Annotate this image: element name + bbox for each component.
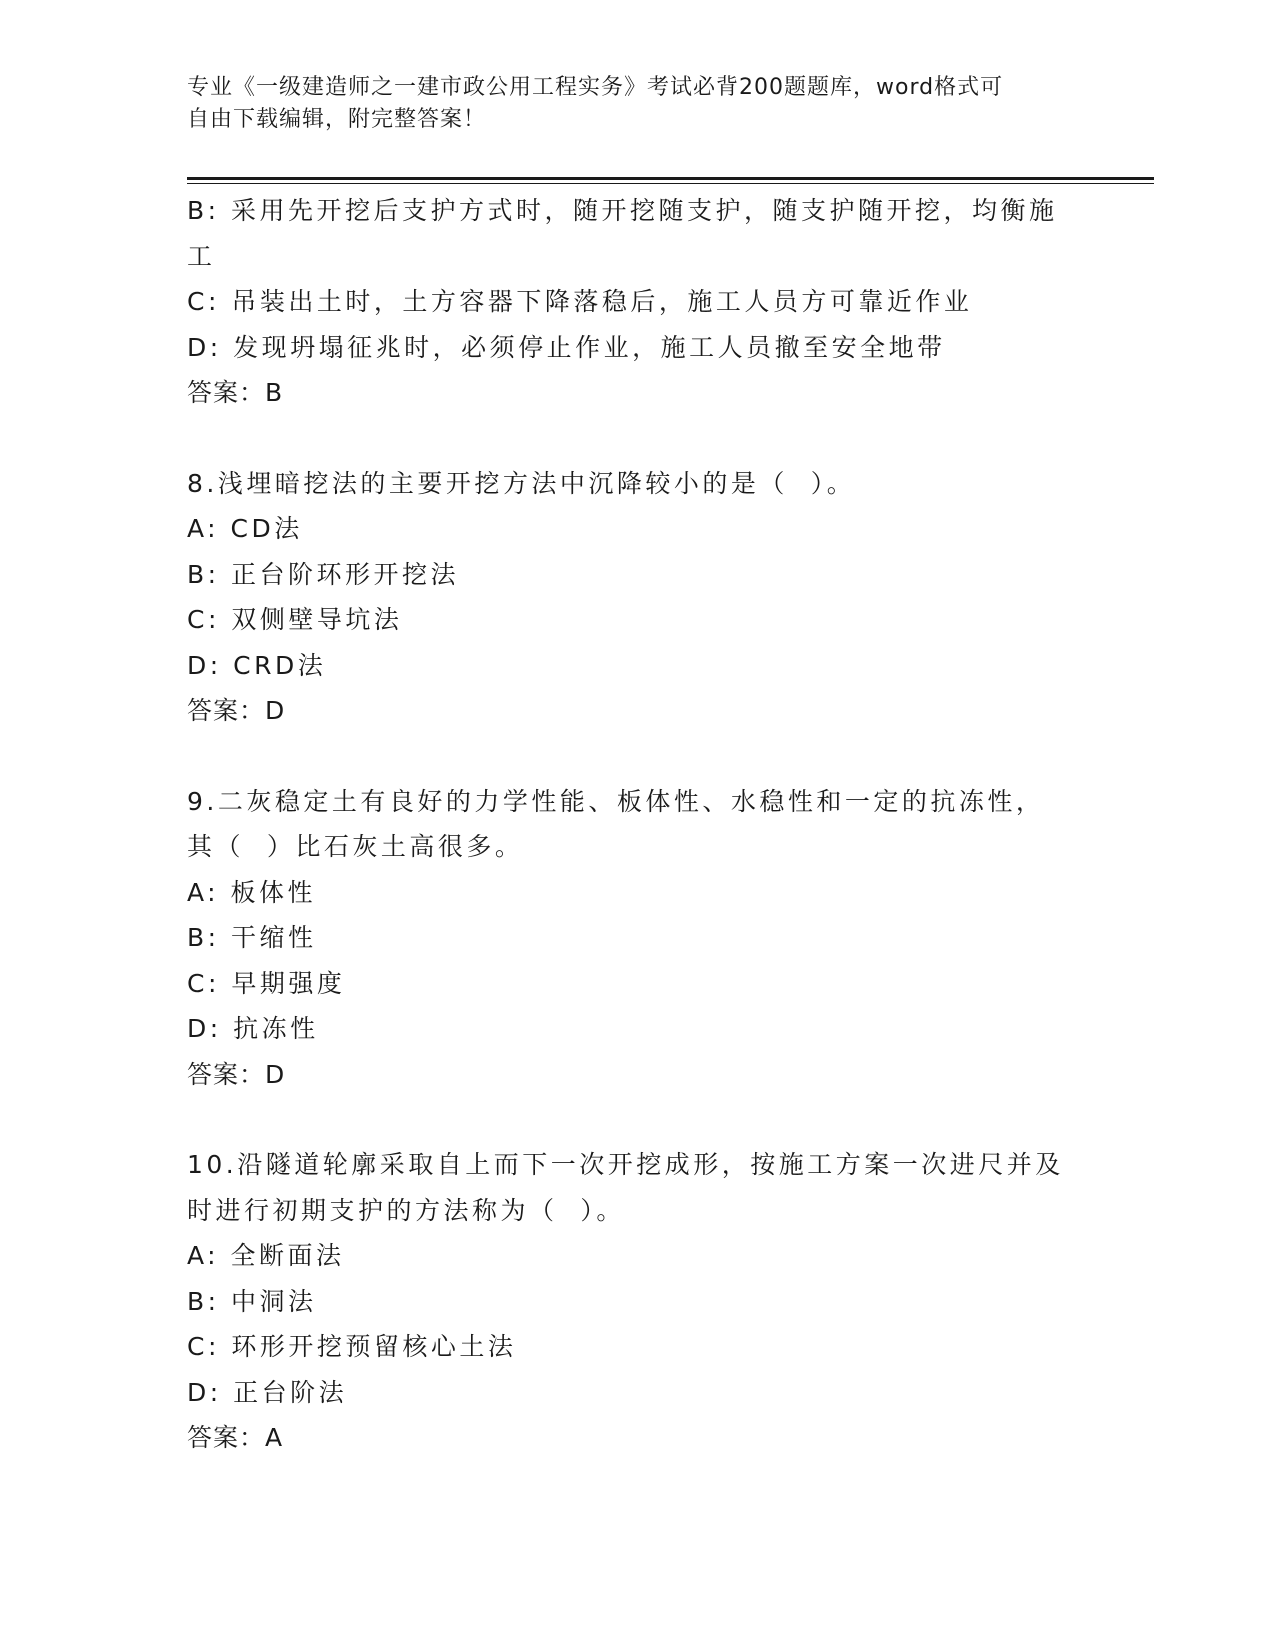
option-c: C: 双侧壁导坑法	[187, 605, 403, 634]
question-stem-line-1: 10.沿隧道轮廓采取自上而下一次开挖成形，按施工方案一次进尺并及	[187, 1150, 1064, 1179]
question-stem-line-2: 其（ ）比石灰土高很多。	[187, 832, 524, 861]
answer: 答案：B	[187, 378, 284, 407]
option-d: D: 正台阶法	[187, 1377, 348, 1407]
option-d: D: 发现坍塌征兆时，必须停止作业，施工人员撤至安全地带	[187, 332, 946, 362]
option-c: C: 早期强度	[187, 968, 346, 998]
option-a: A: 板体性	[187, 877, 317, 907]
option-b: B: 中洞法	[187, 1286, 317, 1316]
option-b-line-2: 工	[187, 241, 216, 271]
option-a: A: CD法	[187, 514, 303, 543]
option-b: B: 干缩性	[187, 923, 317, 952]
document-header	[187, 72, 1087, 136]
option-d: D: CRD法	[187, 650, 327, 680]
question-8	[187, 461, 1087, 734]
option-d: D: 抗冻性	[187, 1014, 319, 1043]
question-list	[187, 188, 1087, 1461]
answer: 答案：D	[187, 1059, 286, 1089]
question-stem-line-1: 9.二灰稳定土有良好的力学性能、板体性、水稳性和一定的抗冻性，	[187, 786, 1045, 816]
option-c: C: 环形开挖预留核心土法	[187, 1332, 517, 1361]
question-stem: 8.浅埋暗挖法的主要开挖方法中沉降较小的是（ ）。	[187, 468, 856, 498]
header-line-1: 专业《一级建造师之一建市政公用工程实务》考试必背200题题库，word格式可	[187, 75, 1004, 100]
header-line-2: 自由下载编辑，附完整答案！	[187, 107, 487, 132]
answer: 答案：D	[187, 696, 286, 725]
question-7-continued	[187, 188, 1087, 416]
option-b: B: 正台阶环形开挖法	[187, 559, 460, 589]
question-10	[187, 1142, 1087, 1461]
answer: 答案：A	[187, 1423, 284, 1452]
question-9	[187, 779, 1087, 1098]
option-b-line-1: B: 采用先开挖后支护方式时，随开挖随支护，随支护随开挖，均衡施	[187, 196, 1058, 225]
option-c: C: 吊装出土时，土方容器下降落稳后，施工人员方可靠近作业	[187, 287, 973, 316]
question-stem-line-2: 时进行初期支护的方法称为（ ）。	[187, 1195, 625, 1225]
option-a: A: 全断面法	[187, 1241, 345, 1270]
header-divider-thin	[187, 183, 1154, 184]
header-divider-thick	[187, 177, 1154, 180]
